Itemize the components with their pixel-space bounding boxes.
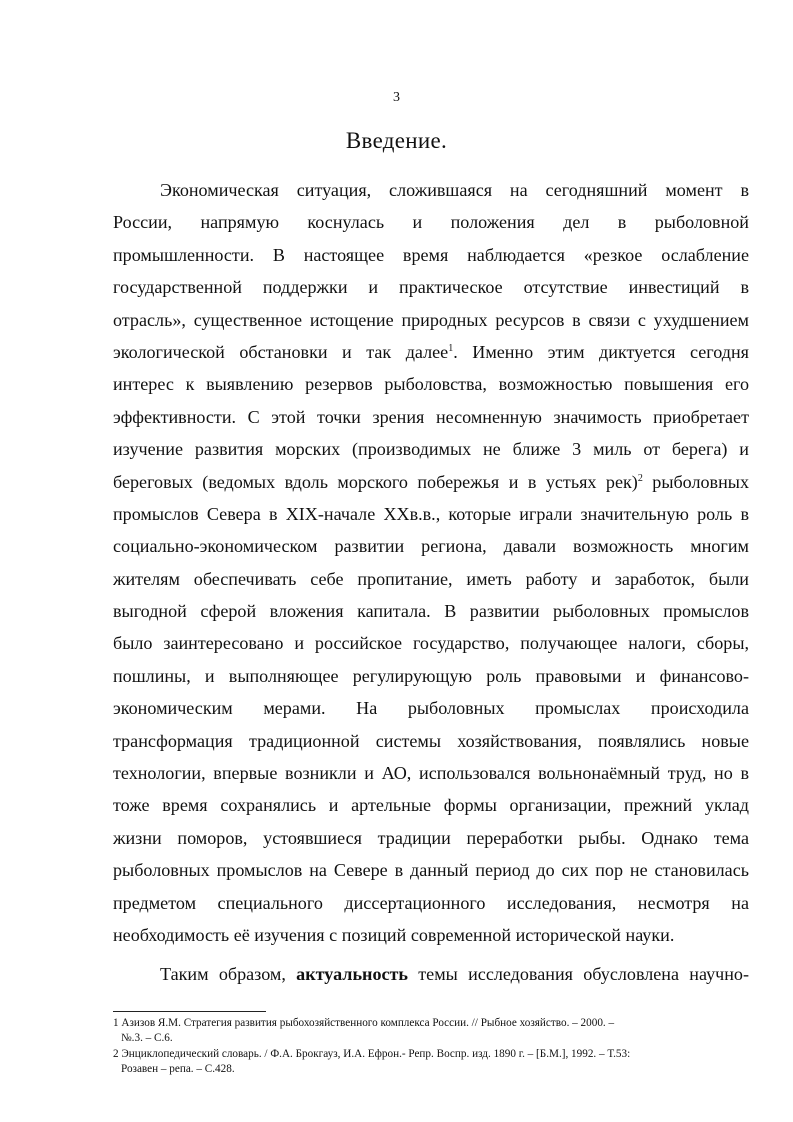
text-line: жителям обеспечивать себе пропитание, иметь работу и заработок, были <box>113 568 749 589</box>
footnote-number: 1 <box>113 1017 119 1029</box>
paragraph-1 <box>113 174 749 951</box>
footnote-text: Энциклопедический словарь. / Ф.А. Брокгауз, И.А. Ефрон.- Репр. Воспр. изд. 1890 г. – [Б.М.], 1992. – Т.53: <box>121 1047 631 1060</box>
footnote-ref-1: 1 <box>448 342 454 354</box>
text-line <box>113 958 749 990</box>
footnotes <box>113 1016 753 1077</box>
footnote-ref-2: 2 <box>637 472 643 484</box>
footnote-2 <box>113 1047 753 1078</box>
text-line: Экономическая ситуация, сложившаяся на сегодняшний момент в <box>160 180 749 200</box>
text-line <box>113 336 749 368</box>
text-segment: береговых (ведомых вдоль морского побережья и в устьях рек) <box>113 471 638 492</box>
text-line: выгодной сферой вложения капитала. В развитии рыболовных промыслов <box>113 601 749 622</box>
text-line <box>113 466 749 498</box>
text-line: жизни поморов, устоявшиеся традиции переработки рыбы. Однако тема <box>113 827 749 848</box>
text-line: отрасль», существенное истощение природных ресурсов в связи с ухудшением <box>113 309 749 330</box>
footnote-number: 2 <box>113 1047 119 1060</box>
paragraph-2 <box>113 958 749 990</box>
text-line: эффективности. С этой точки зрения несомненную значимость приобретает <box>113 406 749 427</box>
section-title: Введение. <box>345 128 448 153</box>
text-segment: темы исследования обусловлена научно- <box>408 964 749 984</box>
footnote-text: Азизов Я.М. Стратегия развития рыбохозяйственного комплекса России. // Рыбное хозяйство. – 2000. – <box>121 1017 615 1029</box>
text-line: технологии, впервые возникли и АО, использовался вольнонаёмный труд, но в <box>113 763 749 784</box>
text-line: тоже время сохранялись и артельные формы организации, прежний уклад <box>113 795 749 816</box>
footnote-1 <box>113 1016 753 1047</box>
text-segment: . Именно этим диктуется сегодня <box>453 341 749 362</box>
footnote-separator <box>113 1011 266 1012</box>
text-line: изучение развития морских (производимых не ближе 3 миль от берега) и <box>113 439 749 460</box>
text-segment: Таким образом, <box>160 964 297 984</box>
text-line: предметом специального диссертационного исследования, несмотря на <box>113 892 749 913</box>
text-line: экономическим мерами. На рыболовных промыслах происходила <box>113 698 749 719</box>
page-number: 3 <box>393 90 400 105</box>
footnote-text: №.3. – С.6. <box>121 1032 173 1045</box>
text-line: необходимость её изучения с позиций современной исторической науки. <box>113 924 675 945</box>
text-line: промышленности. В настоящее время наблюдается «резкое ослабление <box>113 244 749 265</box>
text-line: интерес к выявлению резервов рыболовства, возможностью повышения его <box>113 374 749 395</box>
text-line: рыболовных промыслов на Севере в данный период до сих пор не становилась <box>113 860 749 881</box>
text-line: трансформация традиционной системы хозяйствования, появлялись новые <box>113 730 749 751</box>
footnote-text: Розавен – репа. – С.428. <box>121 1062 235 1075</box>
text-line: государственной поддержки и практическое отсутствие инвестиций в <box>113 277 749 298</box>
bold-term: актуальность <box>296 964 408 984</box>
text-line: социально-экономическом развитии региона, давали возможность многим <box>113 536 749 557</box>
text-segment: экологической обстановки и так далее <box>113 341 449 362</box>
text-line: пошлины, и выполняющее регулирующую роль правовыми и финансово- <box>113 665 749 686</box>
text-line: промыслов Севера в XIX-начале XXв.в., которые играли значительную роль в <box>113 503 749 524</box>
text-segment: рыболовных <box>642 471 749 492</box>
text-line: России, напрямую коснулась и положения дел в рыболовной <box>113 212 749 233</box>
text-line: было заинтересовано и российское государство, получающее налоги, сборы, <box>113 633 749 654</box>
